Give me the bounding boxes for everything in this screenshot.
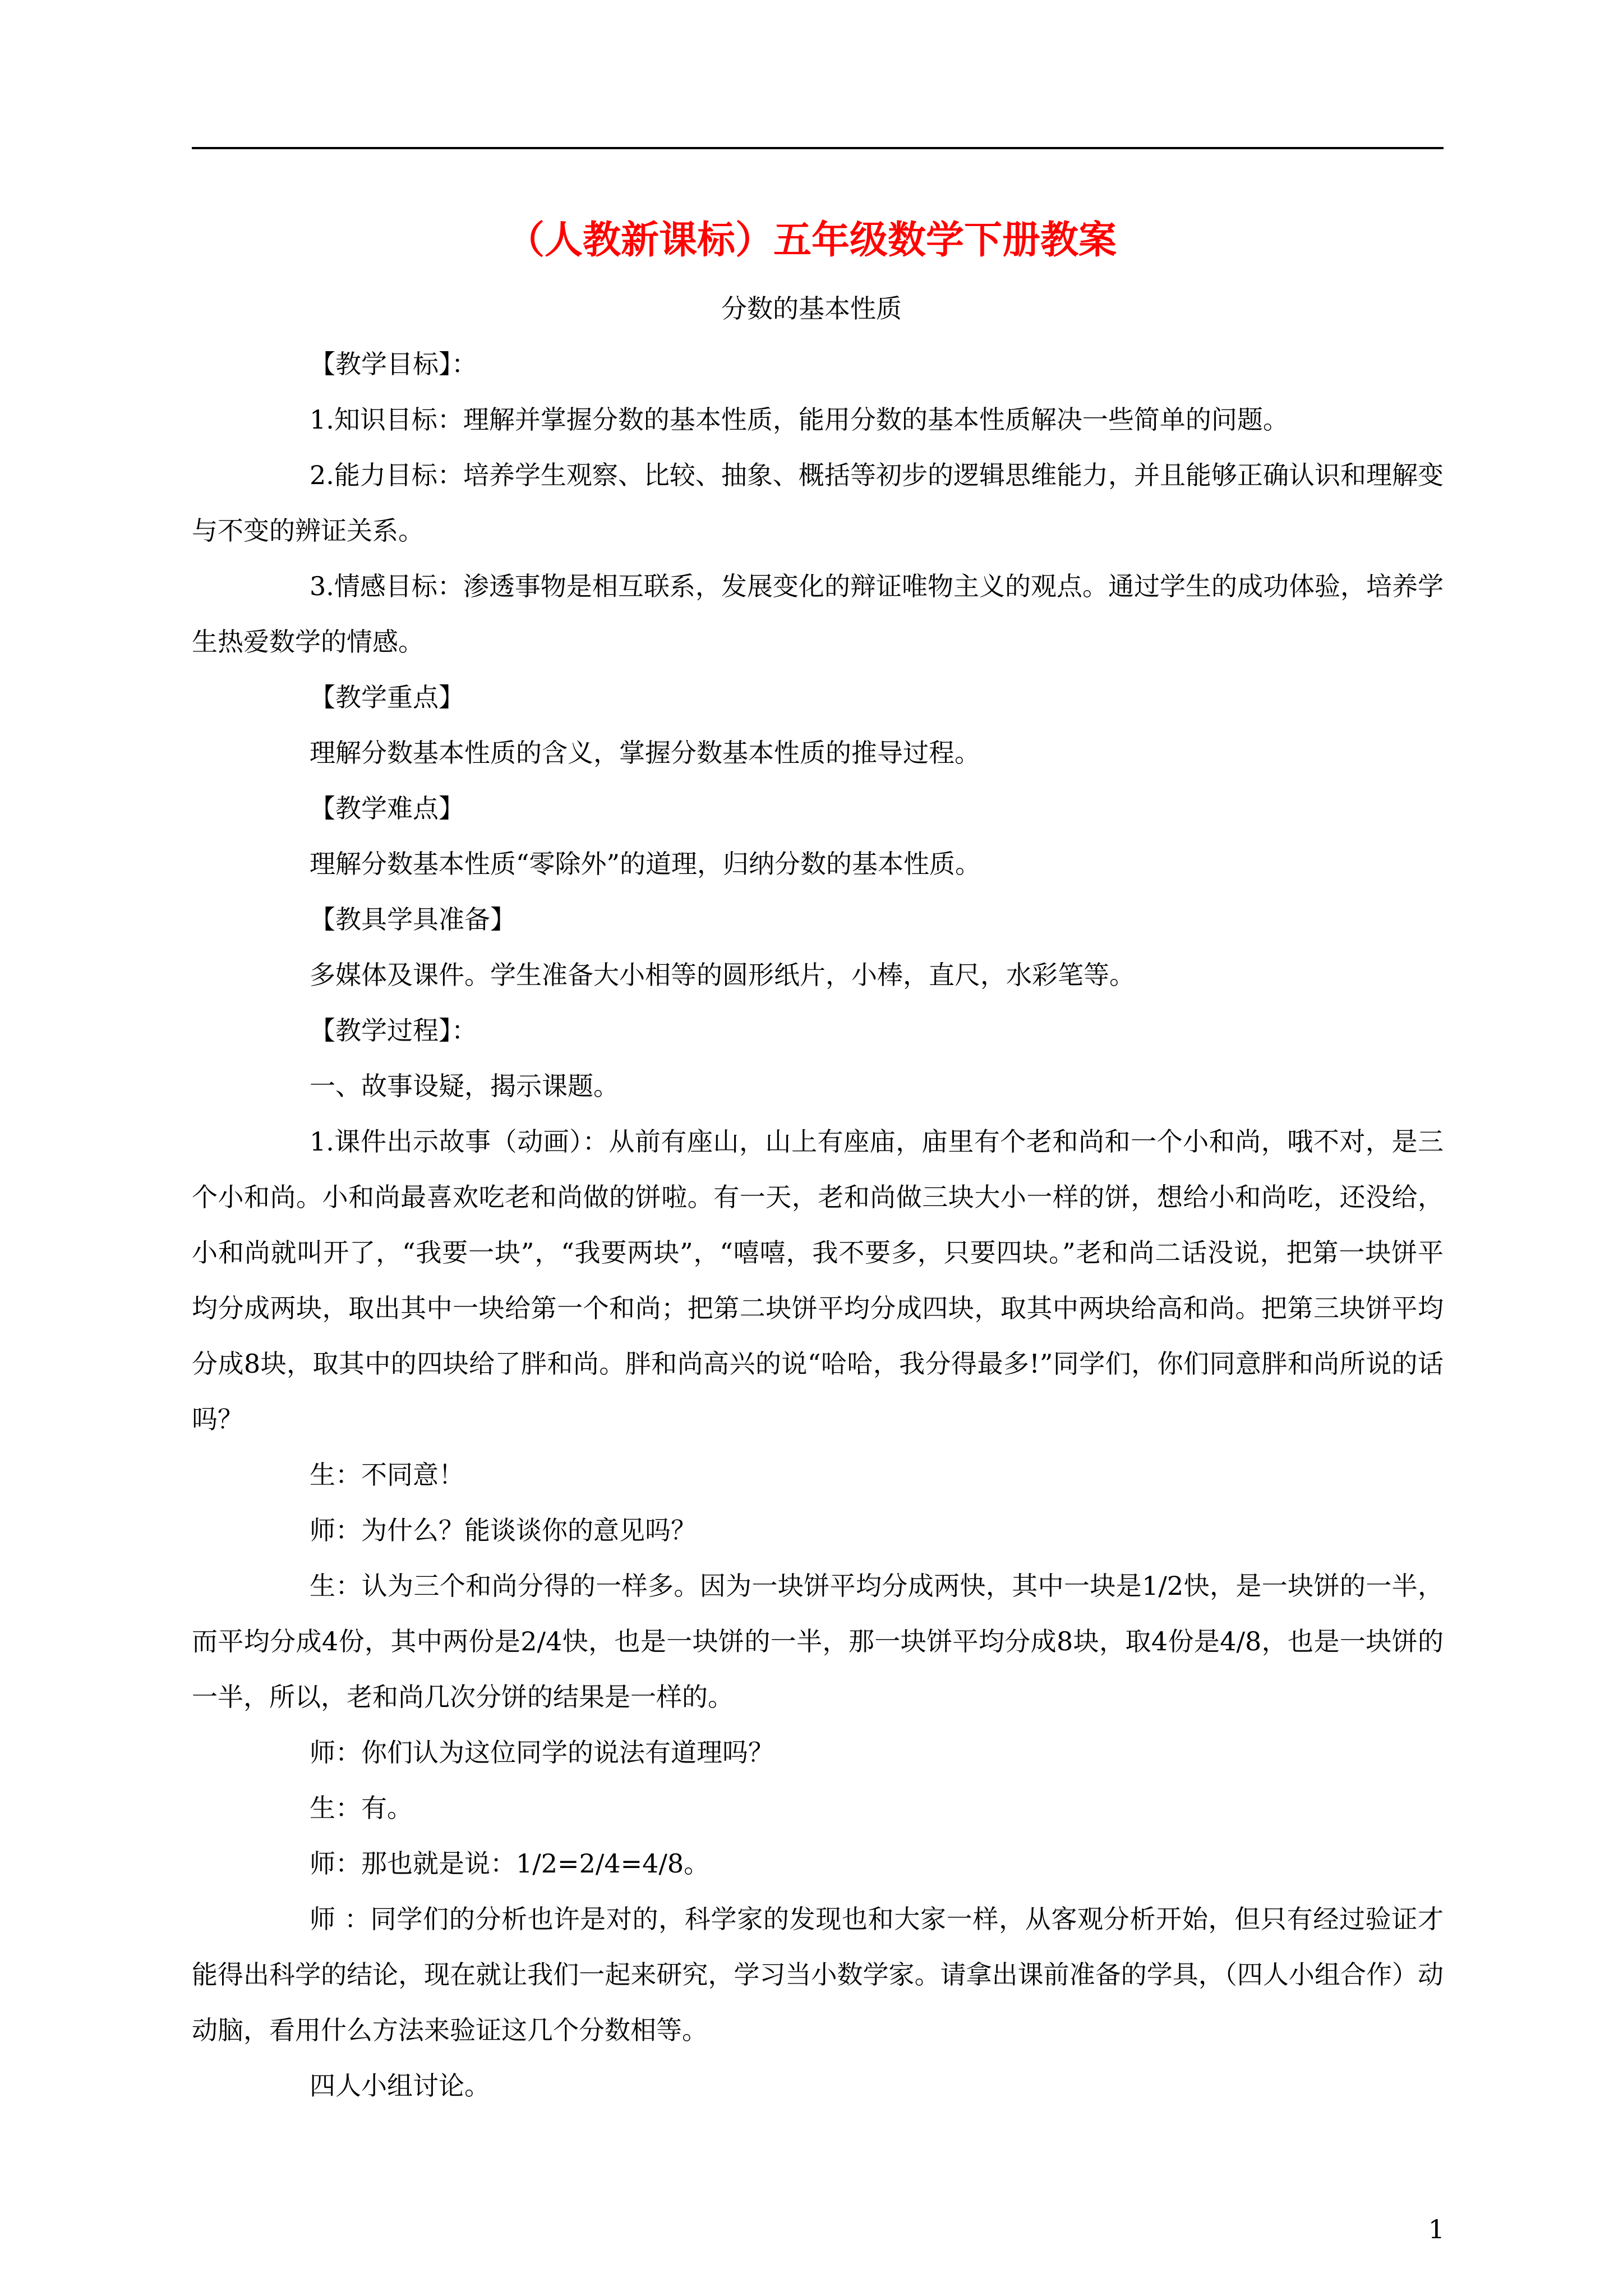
paragraph: 2.能力目标：培养学生观察、比较、抽象、概括等初步的逻辑思维能力，并且能够正确认识和理解变与不变的辨证关系。 (192, 460, 1444, 546)
paragraph: 理解分数基本性质“零除外”的道理，归纳分数的基本性质。 (310, 849, 981, 879)
paragraph: 1.知识目标：理解并掌握分数的基本性质，能用分数的基本性质解决一些简单的问题。 (310, 404, 1289, 435)
paragraph: 四人小组讨论。 (310, 2070, 490, 2101)
document-title: （人教新课标）五年级数学下册教案 (506, 218, 1117, 263)
paragraph: 【教具学具准备】 (310, 904, 516, 935)
paragraph: 1.课件出示故事（动画）：从前有座山，山上有座庙，庙里有个老和尚和一个小和尚，哦不对，是三个小和尚。小和尚最喜欢吃老和尚做的饼啦。有一天，老和尚做三块大小一样的饼，想给小和尚吃，还没给，小和尚就叫开了，“我要一块”，“我要两块”，“嘻嘻，我不要多，只要四块。”老和尚二话没说，把第一块饼平均分成两块，取出其中一块给第一个和尚；把第二块饼平均分成四块，取其中两块给高和尚。把第三块饼平均分成8块，取其中的四块给了胖和尚。胖和尚高兴的说“哈哈，我分得最多!”同学们，你们同意胖和尚所说的话吗？ (192, 1126, 1444, 1434)
paragraph: 生：认为三个和尚分得的一样多。因为一块饼平均分成两快，其中一块是1/2快，是一块饼的一半，而平均分成4份，其中两份是2/4快，也是一块饼的一半，那一块饼平均分成8块，取4份是4/8，也是一块饼的一半，所以，老和尚几次分饼的结果是一样的。 (192, 1571, 1444, 1712)
paragraph: 师：为什么？能谈谈你的意见吗？ (310, 1515, 697, 1545)
page-number: 1 (1428, 2214, 1445, 2244)
paragraph: 生：不同意！ (310, 1460, 464, 1490)
paragraph: 理解分数基本性质的含义，掌握分数基本性质的推导过程。 (310, 738, 980, 768)
paragraph: 师：那也就是说：1/2=2/4=4/8。 (310, 1848, 710, 1879)
paragraph: 师 ：同学们的分析也许是对的，科学家的发现也和大家一样，从客观分析开始，但只有经过验证才能得出科学的结论，现在就让我们一起来研究，学习当小数学家。请拿出课前准备的学具，（四人小组合作）动动脑，看用什么方法来验证这几个分数相等。 (192, 1904, 1444, 2045)
header-rule (192, 147, 1444, 149)
document-body (192, 337, 1444, 2114)
paragraph: 多媒体及课件。学生准备大小相等的圆形纸片，小棒，直尺，水彩笔等。 (310, 960, 1135, 990)
paragraph: 一、故事设疑，揭示课题。 (310, 1071, 619, 1101)
paragraph: 【教学难点】 (310, 793, 464, 823)
paragraph: 师：你们认为这位同学的说法有道理吗？ (310, 1737, 774, 1768)
paragraph: 3.情感目标：渗透事物是相互联系，发展变化的辩证唯物主义的观点。通过学生的成功体验，培养学生热爱数学的情感。 (192, 571, 1444, 657)
paragraph: 【教学过程】： (310, 1015, 477, 1046)
document-subtitle: 分数的基本性质 (721, 293, 902, 324)
paragraph: 【教学重点】 (310, 682, 464, 712)
paragraph: 【教学目标】： (310, 349, 477, 379)
paragraph: 生：有。 (310, 1793, 413, 1823)
